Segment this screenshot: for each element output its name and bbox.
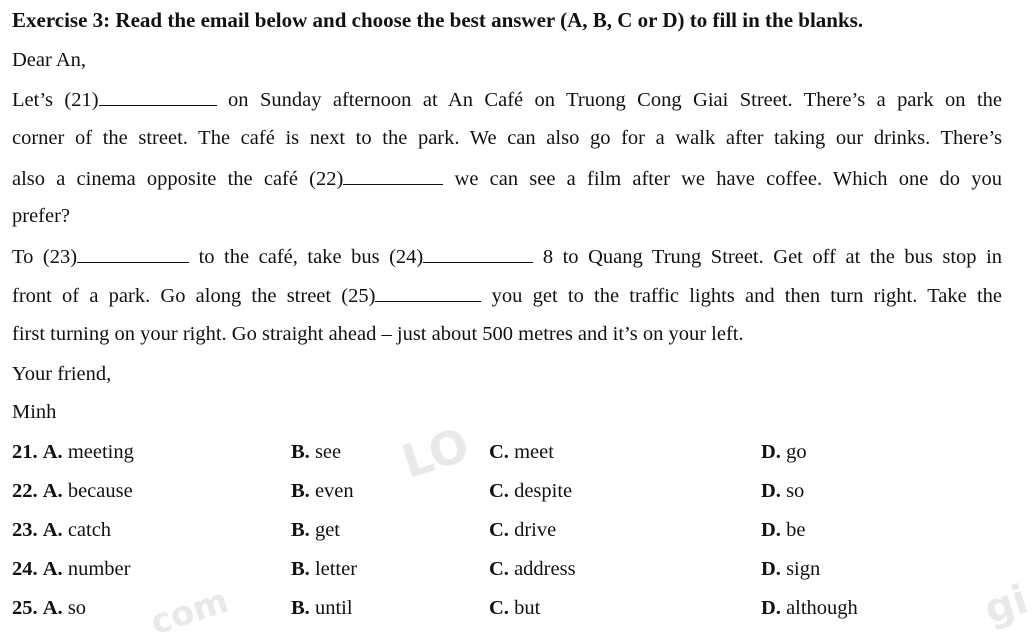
option-text: go — [786, 441, 807, 463]
text-segment: first turning on your right. Go straight ahead – just about 500 metres and it’s on your left. — [12, 323, 744, 345]
option-d[interactable] — [761, 481, 804, 502]
option-a[interactable] — [12, 520, 111, 541]
blank-22 — [343, 168, 443, 185]
option-c[interactable] — [489, 481, 572, 502]
text-segment: 8 to Quang Trung Street. Get off at the bus stop in — [542, 246, 1003, 268]
option-text: drive — [514, 519, 557, 541]
option-d[interactable] — [761, 598, 858, 619]
option-text: so — [786, 480, 805, 502]
option-b[interactable] — [291, 598, 353, 619]
text-segment: you get to the traffic lights and then turn right. Take the — [491, 285, 1003, 307]
option-letter: D. — [761, 441, 781, 463]
option-text: although — [786, 597, 858, 619]
option-letter: B. — [291, 558, 310, 580]
question-number: 23. — [12, 519, 38, 541]
blank-23 — [77, 246, 189, 263]
option-letter: A. — [42, 558, 63, 580]
email-line — [12, 285, 1002, 307]
option-d[interactable] — [761, 559, 820, 580]
question-number: 25. — [12, 597, 38, 619]
option-c[interactable] — [489, 559, 576, 580]
option-b[interactable] — [291, 559, 357, 580]
text-segment: we can see a film after we have coffee. Which one do you — [454, 168, 1003, 190]
option-text: meeting — [67, 441, 134, 463]
email-line — [12, 324, 744, 345]
text-segment: also a cinema opposite the café (22) — [12, 168, 344, 190]
watermark: LO — [395, 417, 476, 489]
option-letter: C. — [489, 480, 509, 502]
option-text: despite — [514, 480, 573, 502]
option-letter: C. — [489, 519, 509, 541]
blank-25 — [375, 285, 481, 302]
option-b[interactable] — [291, 442, 341, 463]
option-letter: D. — [761, 519, 781, 541]
email-signature: Minh — [12, 401, 57, 423]
option-text: so — [67, 597, 87, 619]
text-segment: prefer? — [12, 205, 71, 227]
option-text: catch — [67, 519, 112, 541]
option-letter: C. — [489, 558, 509, 580]
option-text: address — [514, 558, 576, 580]
option-letter: D. — [761, 558, 781, 580]
option-letter: D. — [761, 480, 781, 502]
watermark: gi — [978, 576, 1033, 634]
option-a[interactable] — [12, 481, 133, 502]
blank-21 — [99, 89, 217, 106]
option-letter: B. — [291, 597, 310, 619]
option-text: but — [514, 597, 541, 619]
email-closing: Your friend, — [12, 363, 112, 385]
option-b[interactable] — [291, 520, 340, 541]
question-number: 21. — [12, 441, 38, 463]
option-text: because — [67, 480, 133, 502]
email-line — [12, 246, 1002, 268]
option-text: until — [314, 597, 353, 619]
option-letter: D. — [761, 597, 781, 619]
option-text: see — [314, 441, 342, 463]
email-line — [12, 168, 1002, 190]
option-d[interactable] — [761, 442, 807, 463]
option-letter: C. — [489, 597, 509, 619]
option-text: be — [786, 519, 806, 541]
text-segment: Let’s (21) — [12, 89, 99, 111]
option-c[interactable] — [489, 442, 554, 463]
option-text: meet — [514, 441, 554, 463]
option-c[interactable] — [489, 598, 540, 619]
option-a[interactable] — [12, 442, 134, 463]
question-number: 24. — [12, 558, 38, 580]
option-a[interactable] — [12, 598, 86, 619]
text-segment: To (23) — [12, 246, 78, 268]
email-line — [12, 89, 1002, 111]
question-number: 22. — [12, 480, 38, 502]
option-text: letter — [314, 558, 358, 580]
watermark: com — [145, 580, 234, 643]
option-letter: C. — [489, 441, 509, 463]
blank-24 — [423, 246, 533, 263]
option-c[interactable] — [489, 520, 556, 541]
option-letter: B. — [291, 480, 310, 502]
text-segment: corner of the street. The café is next to the park. We can also go for a walk after taking our drinks. There’s — [12, 127, 1002, 149]
text-segment: to the café, take bus (24) — [198, 246, 424, 268]
email-line — [12, 128, 1002, 149]
email-line — [12, 206, 70, 227]
option-b[interactable] — [291, 481, 354, 502]
option-a[interactable] — [12, 559, 130, 580]
option-d[interactable] — [761, 520, 805, 541]
option-letter: A. — [42, 480, 63, 502]
option-letter: A. — [42, 597, 63, 619]
text-segment: on Sunday afternoon at An Café on Truong Cong Giai Street. There’s a park on the — [228, 89, 1002, 111]
email-greeting: Dear An, — [12, 49, 87, 71]
option-letter: A. — [42, 519, 63, 541]
text-segment: front of a park. Go along the street (25) — [12, 285, 376, 307]
exercise-title: Exercise 3: Read the email below and choose the best answer (A, B, C or D) to fill in the blanks. — [12, 8, 864, 32]
option-letter: B. — [291, 441, 310, 463]
option-letter: B. — [291, 519, 310, 541]
option-text: sign — [786, 558, 821, 580]
option-text: even — [314, 480, 354, 502]
option-text: get — [314, 519, 340, 541]
option-letter: A. — [42, 441, 63, 463]
option-text: number — [67, 558, 131, 580]
